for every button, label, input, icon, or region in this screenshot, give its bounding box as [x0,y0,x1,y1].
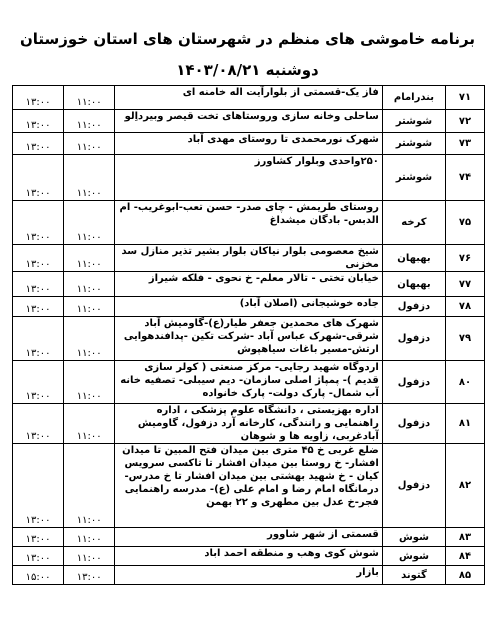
row-city: شوشتر [382,133,445,155]
row-area: خیابان تختی - تالار معلم- خ نحوی - فلکه شیراز [115,272,383,297]
row-start-time: ۱۱:۰۰ [64,110,115,133]
table-row [13,272,485,297]
table-row [13,110,485,133]
table-row [13,297,485,317]
row-area: شوش کوی وهب و منطقه احمد اباد [115,547,383,566]
row-city: شوش [382,547,445,566]
row-start-time: ۱۱:۰۰ [64,528,115,547]
table-row [13,155,485,201]
row-number: ۷۹ [446,317,485,361]
row-city: بهبهان [382,272,445,297]
row-end-time: ۱۳:۰۰ [13,297,64,317]
row-end-time: ۱۳:۰۰ [13,444,64,528]
table-row [13,245,485,272]
row-start-time: ۱۱:۰۰ [64,297,115,317]
row-end-time: ۱۳:۰۰ [13,404,64,444]
row-end-time: ۱۳:۰۰ [13,547,64,566]
row-city: بهبهان [382,245,445,272]
row-start-time: ۱۱:۰۰ [64,317,115,361]
row-city: دزفول [382,444,445,528]
row-area: ۲۵۰واحدی وبلوار کشاورز [115,155,383,201]
row-number: ۸۳ [446,528,485,547]
row-city: کرخه [382,201,445,245]
date-line: دوشنبه ۱۴۰۳/۰۸/۲۱ [176,61,319,79]
row-end-time: ۱۳:۰۰ [13,361,64,404]
row-start-time: ۱۱:۰۰ [64,86,115,110]
row-city: شوش [382,528,445,547]
page-title: برنامه خاموشی های منظم در شهرستان های استان خوزستان [19,30,476,48]
row-start-time: ۱۱:۰۰ [64,245,115,272]
row-number: ۸۰ [446,361,485,404]
row-start-time: ۱۱:۰۰ [64,155,115,201]
row-area: بازار [115,566,383,585]
table-row [13,86,485,110]
row-start-time: ۱۳:۰۰ [64,566,115,585]
row-number: ۷۱ [446,86,485,110]
schedule-table [12,85,485,585]
row-number: ۸۲ [446,444,485,528]
row-city: دزفول [382,297,445,317]
row-number: ۷۳ [446,133,485,155]
table-row [13,547,485,566]
row-number: ۸۴ [446,547,485,566]
table-row [13,361,485,404]
row-area: قسمتی از شهر شاوور [115,528,383,547]
row-area: شهرک های محمدین جعفر طیار(ع)-گاومیش آباد شرقی-شهرک عباس آباد -شرکت تکین -پدافندهوایی ارتش-مسیر باغات سیاهپوش [115,317,383,361]
row-end-time: ۱۳:۰۰ [13,155,64,201]
table-row [13,404,485,444]
row-city: گتوند [382,566,445,585]
row-area: جاده خوشیجانی (اصلان آباد) [115,297,383,317]
row-number: ۸۱ [446,404,485,444]
row-end-time: ۱۳:۰۰ [13,245,64,272]
row-end-time: ۱۳:۰۰ [13,133,64,155]
row-area: فاز یک-قسمتی از بلوارآیت اله خامنه ای [115,86,383,110]
row-city: دزفول [382,361,445,404]
row-number: ۷۷ [446,272,485,297]
row-city: شوشتر [382,110,445,133]
row-end-time: ۱۳:۰۰ [13,317,64,361]
row-start-time: ۱۱:۰۰ [64,547,115,566]
table-row [13,133,485,155]
row-area: اردوگاه شهید رجایی- مرکز صنعتی ( کولر سازی قدیم )- پمپاژ اصلی سازمان- دیم سیبلی- تصفیه خانه آب شمال- پارک دولت- پارک خانواده [115,361,383,404]
row-city: دزفول [382,404,445,444]
row-start-time: ۱۱:۰۰ [64,272,115,297]
row-end-time: ۱۳:۰۰ [13,272,64,297]
row-area: ضلع غربی خ ۴۵ متری بین میدان فتح المبین تا میدان افشار- خ روستا بین میدان افشار تا تاکسی سرویس کیان - خ شهید بهشتی بین میدان افشار تا خ مدرس- درمانگاه امام رضا و امام علی (ع)- مدرسه راهنمایی فجر-خ عدل بین مطهری و ۲۲ بهمن [115,444,383,528]
table-row [13,528,485,547]
row-area: شهرک نورمحمدی تا روستای مهدی آباد [115,133,383,155]
row-area: اداره بهزیستی ، دانشگاه علوم پزشکی ، اداره راهنمایی و رانندگی، کارخانه آرد دزفول، گاومیش آبادغربی، زاویه ها و شوهان [115,404,383,444]
row-start-time: ۱۱:۰۰ [64,201,115,245]
row-end-time: ۱۳:۰۰ [13,86,64,110]
row-area: روستای طریمش - چای صدر- حسن تعب-ابوغریب- ام الدبس- بادگان میشداغ [115,201,383,245]
table-row [13,566,485,585]
row-number: ۸۵ [446,566,485,585]
row-area: ساحلی وخانه سازی وروستاهای تخت قیصر وبیرداِلو [115,110,383,133]
row-city: بندرامام [382,86,445,110]
row-city: شوشتر [382,155,445,201]
row-end-time: ۱۳:۰۰ [13,201,64,245]
row-number: ۷۸ [446,297,485,317]
row-area: شیخ معصومی بلوار نیاکان بلوار بشیر تذیر منازل سد مخزنی [115,245,383,272]
row-start-time: ۱۱:۰۰ [64,444,115,528]
row-end-time: ۱۵:۰۰ [13,566,64,585]
row-start-time: ۱۱:۰۰ [64,133,115,155]
row-number: ۷۵ [446,201,485,245]
row-number: ۷۴ [446,155,485,201]
row-city: دزفول [382,317,445,361]
row-number: ۷۶ [446,245,485,272]
table-row [13,444,485,528]
row-end-time: ۱۳:۰۰ [13,528,64,547]
row-start-time: ۱۱:۰۰ [64,404,115,444]
row-number: ۷۲ [446,110,485,133]
table-row [13,201,485,245]
table-row [13,317,485,361]
row-start-time: ۱۱:۰۰ [64,361,115,404]
row-end-time: ۱۳:۰۰ [13,110,64,133]
